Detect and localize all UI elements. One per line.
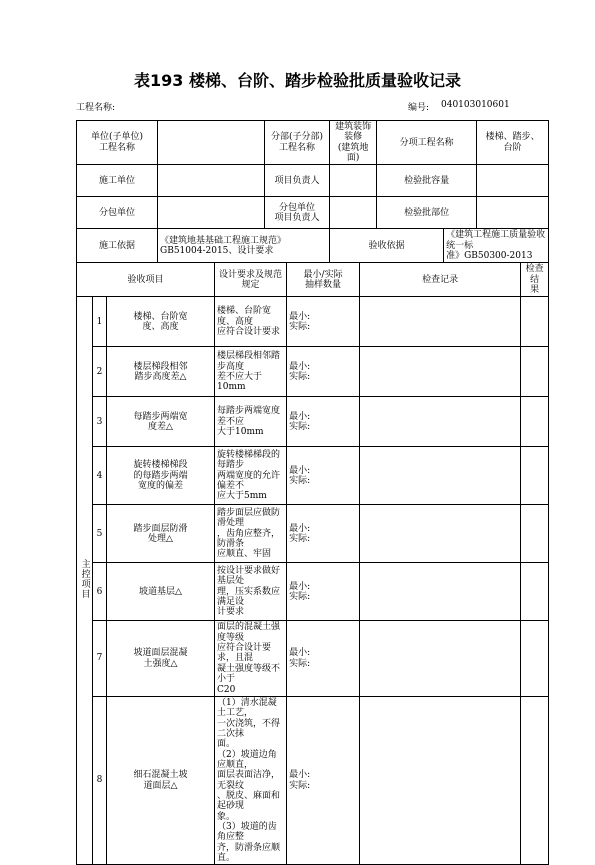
row-record[interactable] — [360, 696, 521, 865]
row-sample[interactable]: 最小: 实际: — [287, 447, 360, 505]
project-manager-value[interactable] — [330, 165, 377, 197]
batch-location-label: 检验批部位 — [377, 197, 477, 229]
row-result[interactable] — [521, 347, 549, 397]
basis-value: 《建筑地基基础工程施工规范》 GB51004-2015、设计要求 — [158, 229, 330, 263]
subitem-value: 楼梯、踏步、 台阶 — [477, 121, 549, 165]
batch-capacity-value[interactable] — [477, 165, 549, 197]
acceptance-basis-label: 验收依据 — [330, 229, 444, 263]
row-item: 楼梯、台阶宽 度、高度 — [107, 297, 215, 347]
row-result[interactable] — [521, 397, 549, 447]
table-row — [77, 696, 549, 865]
table-row — [77, 297, 549, 347]
row-item: 坡道面层混凝 土强度△ — [107, 621, 215, 696]
row-requirement: 楼层梯段相邻踏步高度 差不应大于10mm — [215, 347, 287, 397]
contractor-value[interactable] — [158, 165, 265, 197]
row-record[interactable] — [360, 505, 521, 563]
col-sample-header: 最小/实际 抽样数量 — [287, 263, 360, 297]
col-requirement-header: 设计要求及规范规定 — [215, 263, 287, 297]
main-item-label: 主控项目 — [77, 297, 93, 865]
row-record[interactable] — [360, 621, 521, 696]
row-item: 楼层梯段相邻 踏步高度差△ — [107, 347, 215, 397]
row-record[interactable] — [360, 297, 521, 347]
basis-label: 施工依据 — [77, 229, 158, 263]
project-manager-label: 项目负责人 — [265, 165, 330, 197]
row-record[interactable] — [360, 347, 521, 397]
table-row — [77, 397, 549, 447]
row-number: 6 — [93, 563, 107, 621]
row-number: 7 — [93, 621, 107, 696]
sub-manager-value[interactable] — [330, 197, 377, 229]
row-sample[interactable]: 最小: 实际: — [287, 347, 360, 397]
row-record[interactable] — [360, 397, 521, 447]
contractor-label: 施工单位 — [77, 165, 158, 197]
row-item: 坡道基层△ — [107, 563, 215, 621]
row-number: 2 — [93, 347, 107, 397]
row-requirement: 楼梯、台阶宽度、高度 应符合设计要求 — [215, 297, 287, 347]
row-record[interactable] — [360, 563, 521, 621]
batch-location-value[interactable] — [477, 197, 549, 229]
subitem-label: 分项工程名称 — [377, 121, 477, 165]
row-number: 5 — [93, 505, 107, 563]
row-number: 4 — [93, 447, 107, 505]
row-number: 3 — [93, 397, 107, 447]
unit-label: 单位(子单位) 工程名称 — [77, 121, 158, 165]
row-result[interactable] — [521, 563, 549, 621]
code-value: 040103010601 — [441, 100, 510, 110]
table-row — [77, 347, 549, 397]
row-sample[interactable]: 最小: 实际: — [287, 297, 360, 347]
row-item: 细石混凝土坡 道面层△ — [107, 696, 215, 865]
row-requirement: 踏步面层应做防滑处理 ，齿角应整齐，防滑条 应顺直、牢固 — [215, 505, 287, 563]
page-title: 表193 楼梯、台阶、踏步检验批质量验收记录 — [134, 71, 461, 90]
row-item: 踏步面层防滑 处理△ — [107, 505, 215, 563]
row-sample[interactable]: 最小: 实际: — [287, 621, 360, 696]
row-record[interactable] — [360, 447, 521, 505]
row-requirement: 按设计要求做好基层处 理，压实系数应满足设 计要求 — [215, 563, 287, 621]
row-sample[interactable]: 最小: 实际: — [287, 397, 360, 447]
division-label: 分部(子分部) 工程名称 — [265, 121, 330, 165]
table-row — [77, 447, 549, 505]
row-requirement: （1）清水混凝土工艺， 一次浇筑，不得二次抹 面。 （2）坡道边角应顺直， 面层表面洁净，无裂纹 、脱皮、麻面和起砂现 象。 （3）坡道的齿角应整 齐，防滑条应顺直。 — [215, 696, 287, 865]
row-result[interactable] — [521, 297, 549, 347]
acceptance-basis-value: 《建筑工程施工质量验收统一标 准》GB50300-2013 — [444, 229, 549, 263]
col-result-header: 检查结 果 — [521, 263, 549, 297]
row-item: 每踏步两端宽 度差△ — [107, 397, 215, 447]
row-number: 8 — [93, 696, 107, 865]
col-item-header: 验收项目 — [77, 263, 215, 297]
sub-manager-label: 分包单位 项目负责人 — [265, 197, 330, 229]
row-result[interactable] — [521, 447, 549, 505]
division-value: 建筑装饰装修 (建筑地面) — [330, 121, 377, 165]
batch-capacity-label: 检验批容量 — [377, 165, 477, 197]
row-item: 旋转楼梯梯段 的每踏步两端 宽度的偏差 — [107, 447, 215, 505]
row-result[interactable] — [521, 505, 549, 563]
row-sample[interactable]: 最小: 实际: — [287, 563, 360, 621]
project-name-label: 工程名称: — [76, 103, 116, 113]
row-requirement: 每踏步两端宽度差不应 大于10mm — [215, 397, 287, 447]
table-row — [77, 621, 549, 696]
row-sample[interactable]: 最小: 实际: — [287, 696, 360, 865]
row-sample[interactable]: 最小: 实际: — [287, 505, 360, 563]
subcontractor-value[interactable] — [158, 197, 265, 229]
row-result[interactable] — [521, 696, 549, 865]
code-label: 编号: — [408, 103, 430, 113]
col-record-header: 检查记录 — [360, 263, 521, 297]
table-row — [77, 563, 549, 621]
record-table — [76, 120, 549, 865]
row-result[interactable] — [521, 621, 549, 696]
subcontractor-label: 分包单位 — [77, 197, 158, 229]
row-requirement: 面层的混凝土强度等级 应符合设计要求，且混 凝土强度等级不小于 C20 — [215, 621, 287, 696]
unit-value[interactable] — [158, 121, 265, 165]
row-number: 1 — [93, 297, 107, 347]
table-row — [77, 505, 549, 563]
row-requirement: 旋转楼梯梯段的每踏步 两端宽度的允许偏差不 应大于5mm — [215, 447, 287, 505]
